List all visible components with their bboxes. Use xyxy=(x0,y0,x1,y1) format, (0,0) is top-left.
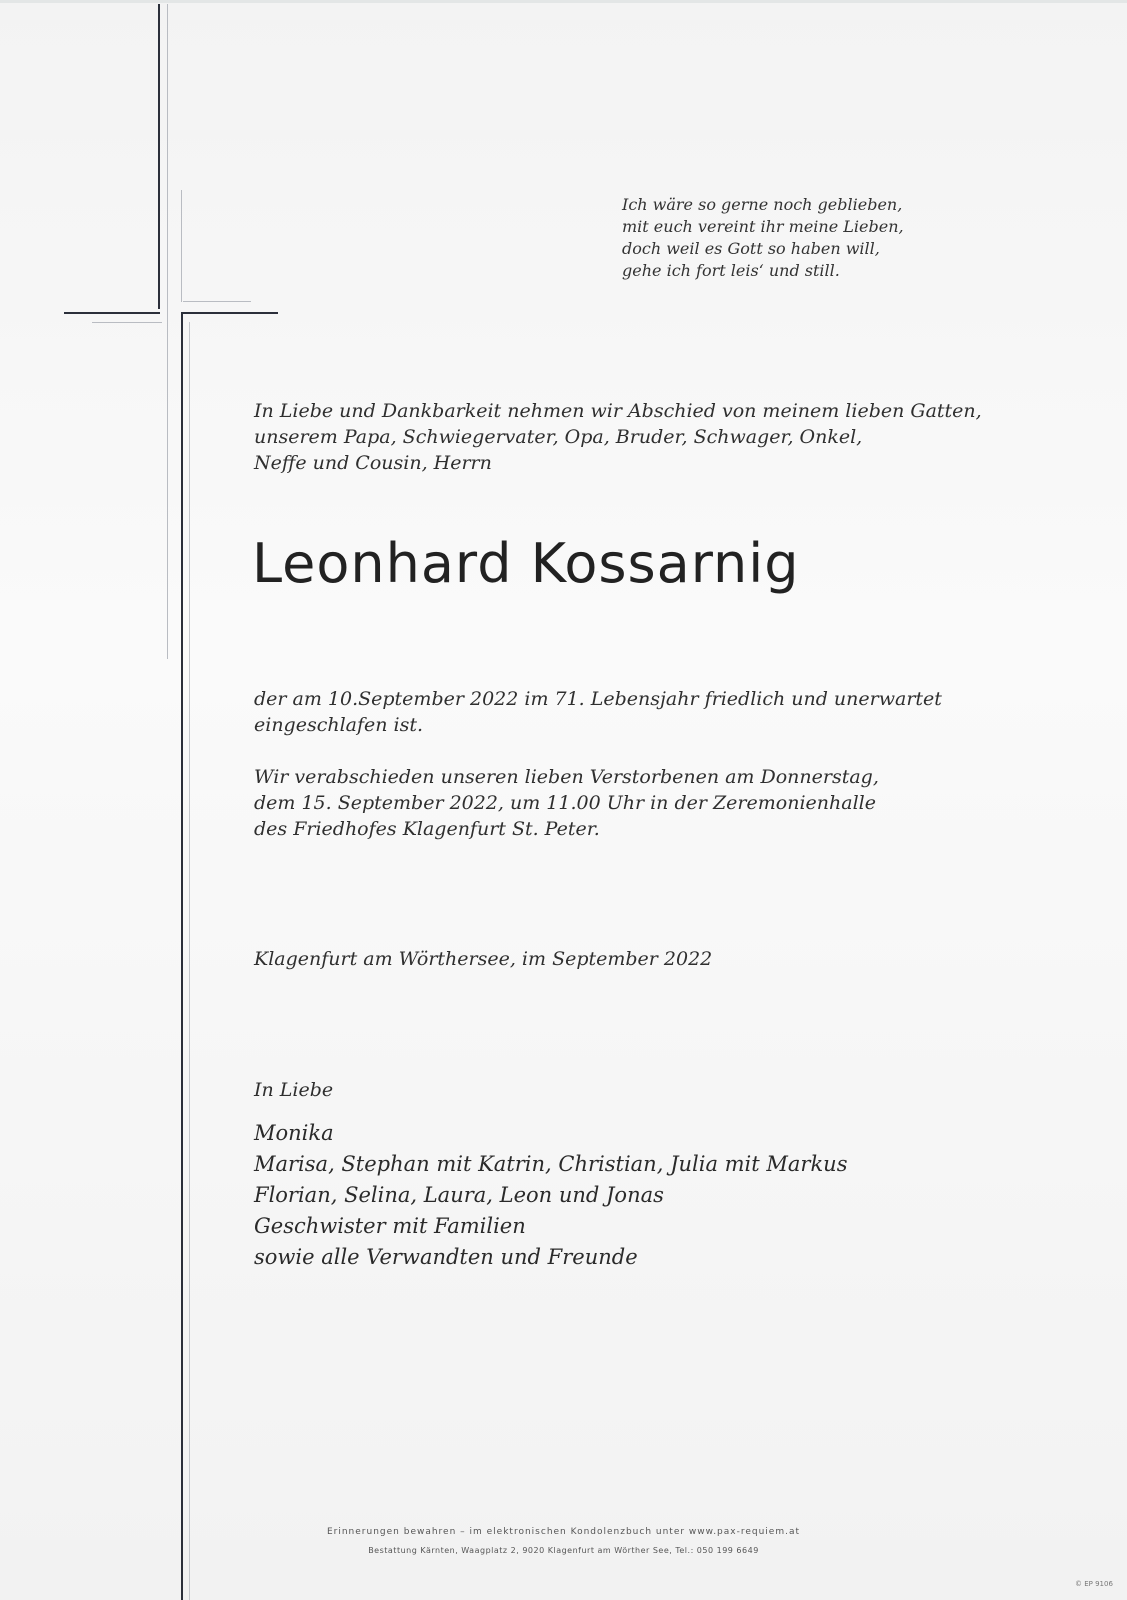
death-notice-line: eingeschlafen ist. xyxy=(254,714,424,736)
mourner-line: Monika xyxy=(254,1121,334,1145)
cross-dark-horizontal-right xyxy=(181,312,278,314)
ceremony-line: dem 15. September 2022, um 11.00 Uhr in der Zeremonienhalle xyxy=(254,792,876,814)
print-code: © EP 9106 xyxy=(1075,1580,1113,1588)
deceased-name: Leonhard Kossarnig xyxy=(252,532,800,595)
cross-light-horizontal-right xyxy=(183,301,251,302)
mourner-line: Geschwister mit Familien xyxy=(254,1214,526,1238)
cross-light-horizontal-left xyxy=(92,322,162,323)
death-notice xyxy=(254,686,1014,738)
cross-dark-vertical-top xyxy=(158,4,160,309)
mourners-heading: In Liebe xyxy=(254,1079,334,1101)
cross-dark-vertical-long xyxy=(181,312,183,1600)
ceremony-line: Wir verabschieden unseren lieben Verstorbenen am Donnerstag, xyxy=(254,766,879,788)
intro-line: Neffe und Cousin, Herrn xyxy=(254,452,492,474)
mourners-list xyxy=(254,1118,847,1273)
poem-line: doch weil es Gott so haben will, xyxy=(622,239,880,258)
cross-dark-horizontal-left xyxy=(64,312,160,314)
mourner-line: Marisa, Stephan mit Katrin, Christian, Julia mit Markus xyxy=(254,1152,848,1176)
cross-light-vertical-long xyxy=(189,322,190,1600)
cross-light-vertical-short xyxy=(181,190,182,302)
footer-undertaker-address: Bestattung Kärnten, Waagplatz 2, 9020 Klagenfurt am Wörther See, Tel.: 050 199 6649 xyxy=(368,1546,759,1555)
place-date: Klagenfurt am Wörthersee, im September 2022 xyxy=(254,948,713,970)
poem-line: gehe ich fort leis‘ und still. xyxy=(622,261,840,280)
intro-line: unserem Papa, Schwiegervater, Opa, Bruder, Schwager, Onkel, xyxy=(254,426,863,448)
footer-condolence-note: Erinnerungen bewahren – im elektronischen Kondolenzbuch unter www.pax-requiem.at xyxy=(326,1527,801,1537)
cross-light-vertical-top xyxy=(167,4,168,659)
ceremony-line: des Friedhofes Klagenfurt St. Peter. xyxy=(254,818,600,840)
top-border xyxy=(0,0,1127,3)
poem xyxy=(622,194,904,282)
intro-line: In Liebe und Dankbarkeit nehmen wir Abschied von meinem lieben Gatten, xyxy=(254,400,982,422)
mourner-line: Florian, Selina, Laura, Leon und Jonas xyxy=(254,1183,664,1207)
death-notice-line: der am 10.September 2022 im 71. Lebensjahr friedlich und unerwartet xyxy=(254,688,942,710)
poem-line: Ich wäre so gerne noch geblieben, xyxy=(622,195,903,214)
mourner-line: sowie alle Verwandten und Freunde xyxy=(254,1245,638,1269)
poem-line: mit euch vereint ihr meine Lieben, xyxy=(622,217,904,236)
intro-text xyxy=(254,398,1014,476)
ceremony-info xyxy=(254,764,1014,842)
